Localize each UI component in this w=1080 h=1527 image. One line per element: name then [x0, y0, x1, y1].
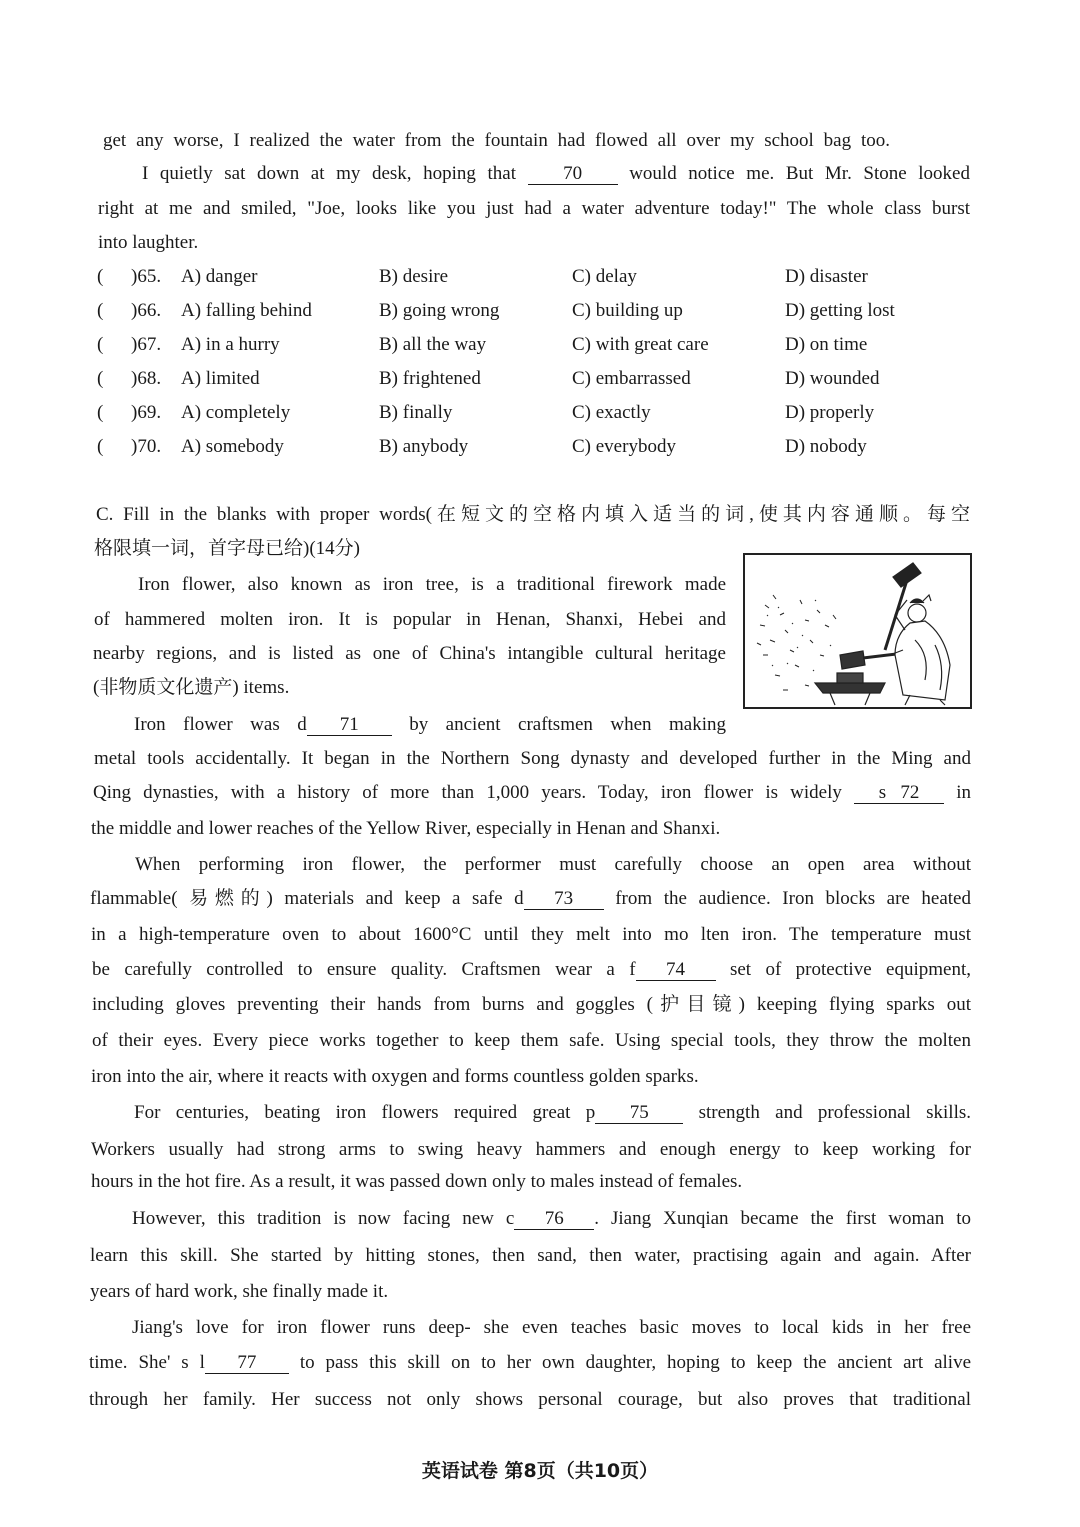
text-line: learn this skill. She started by hitting stones, then sand, then water, practising again and again. After — [90, 1245, 971, 1266]
text-line: get any worse, I realized the water from the fountain had flowed all over my school bag too. — [103, 130, 890, 151]
text-line: metal tools accidentally. It began in the Northern Song dynasty and developed further in the Ming and — [94, 748, 971, 769]
answer-paren[interactable]: ( — [97, 436, 104, 457]
blank-71[interactable]: 71 — [307, 715, 392, 736]
text-line: For centuries, beating iron flowers required great p 75 strength and professional skills. — [134, 1102, 971, 1123]
text-line: Qing dynasties, with a history of more than 1,000 years. Today, iron flower is widely s 72 in — [93, 782, 972, 803]
question-number: )66. — [131, 300, 162, 321]
answer-paren[interactable]: ( — [97, 334, 104, 355]
question-number: )69. — [131, 402, 162, 423]
text-line: through her family. Her success not only shows personal courage, but also proves that traditional — [89, 1389, 971, 1410]
option-a: A) limited — [181, 368, 260, 389]
option-d: D) wounded — [785, 368, 880, 389]
text-line: Iron flower, also known as iron tree, is a traditional firework made — [138, 574, 726, 595]
text-line: of their eyes. Every piece works together to keep them safe. Using special tools, they throw the molten — [92, 1030, 971, 1051]
text-line: hours in the hot fire. As a result, it was passed down only to males instead of females. — [91, 1171, 743, 1192]
blank-76[interactable]: 76 — [514, 1209, 594, 1230]
question-number: )70. — [131, 436, 162, 457]
option-d: D) properly — [785, 402, 875, 423]
text-line: time. She' s l 77 to pass this skill on to her own daughter, hoping to keep the ancient art alive — [89, 1352, 971, 1373]
option-b: B) desire — [379, 266, 449, 287]
option-c: C) delay — [572, 266, 637, 287]
option-c: C) exactly — [572, 402, 651, 423]
page-footer: 英语试卷 第8页（共10页） — [421, 1460, 659, 1482]
option-a: A) danger — [181, 266, 258, 287]
iron-flower-illustration — [743, 553, 972, 709]
option-a: A) falling behind — [181, 300, 312, 321]
text-line: into laughter. — [98, 232, 199, 253]
option-b: B) frightened — [379, 368, 481, 389]
section-c-heading: C. Fill in the blanks with proper words(在短文的空格内填入适当的词,使其内容通顺。每空 — [96, 504, 970, 525]
option-d: D) disaster — [785, 266, 868, 287]
option-d: D) nobody — [785, 436, 867, 457]
text-line: Jiang's love for iron flower runs deep- she even teaches basic moves to local kids in her free — [132, 1317, 971, 1338]
text-line: Workers usually had strong arms to swing heavy hammers and enough energy to keep working for — [91, 1139, 971, 1160]
question-65 — [97, 264, 977, 290]
answer-paren[interactable]: ( — [97, 300, 104, 321]
text-line: of hammered molten iron. It is popular in Henan, Shanxi, Hebei and — [94, 609, 726, 630]
blank-73[interactable]: 73 — [524, 889, 604, 910]
text-line: I quietly sat down at my desk, hoping that 70 would notice me. But Mr. Stone looked — [142, 163, 970, 184]
option-b: B) all the way — [379, 334, 487, 355]
option-a: A) somebody — [181, 436, 284, 457]
answer-paren[interactable]: ( — [97, 266, 104, 287]
option-a: A) completely — [181, 402, 291, 423]
option-d: D) getting lost — [785, 300, 895, 321]
answer-paren[interactable]: ( — [97, 368, 104, 389]
text-line: nearby regions, and is listed as one of China's intangible cultural heritage — [93, 643, 726, 664]
text-line: flammable( 易燃的) materials and keep a safe d 73 from the audience. Iron blocks are heated — [90, 888, 971, 909]
question-number: )65. — [131, 266, 162, 287]
text-line: years of hard work, she finally made it. — [90, 1281, 389, 1302]
question-70 — [97, 434, 977, 460]
question-67 — [97, 332, 977, 358]
option-b: B) anybody — [379, 436, 469, 457]
blank-70[interactable]: 70 — [528, 164, 618, 185]
text-line: right at me and smiled, "Joe, looks like you just had a water adventure today!" The whole class burst — [98, 198, 970, 219]
text-line: in a high-temperature oven to about 1600°C until they melt into mo lten iron. The temperature must — [91, 924, 971, 945]
blank-75[interactable]: 75 — [595, 1103, 683, 1124]
blank-74[interactable]: 74 — [636, 960, 716, 981]
blank-77[interactable]: 77 — [205, 1353, 289, 1374]
text-line: the middle and lower reaches of the Yellow River, especially in Henan and Shanxi. — [91, 818, 721, 839]
question-68 — [97, 366, 977, 392]
option-b: B) going wrong — [379, 300, 500, 321]
option-a: A) in a hurry — [181, 334, 280, 355]
craftsman-hammer-drawing — [745, 555, 970, 707]
question-number: )68. — [131, 368, 162, 389]
text-line: including gloves preventing their hands from burns and goggles (护目镜) keeping flying sparks out — [92, 994, 971, 1015]
section-c-heading-cont: 格限填一词，首字母已给)(14分) — [94, 538, 360, 559]
text-line: (非物质文化遗产) items. — [93, 677, 290, 698]
text-line: be carefully controlled to ensure quality. Craftsmen wear a f 74 set of protective equipment, — [92, 959, 971, 980]
blank-72[interactable]: s 72 — [854, 783, 944, 804]
question-69 — [97, 400, 977, 426]
option-d: D) on time — [785, 334, 868, 355]
option-c: C) everybody — [572, 436, 676, 457]
question-66 — [97, 298, 977, 324]
option-c: C) embarrassed — [572, 368, 691, 389]
option-b: B) finally — [379, 402, 453, 423]
text-line: iron into the air, where it reacts with oxygen and forms countless golden sparks. — [91, 1066, 699, 1087]
option-c: C) with great care — [572, 334, 709, 355]
answer-paren[interactable]: ( — [97, 402, 104, 423]
option-c: C) building up — [572, 300, 683, 321]
text-line: However, this tradition is now facing new c 76 . Jiang Xunqian became the first woman to — [132, 1208, 971, 1229]
text-line: When performing iron flower, the performer must carefully choose an open area without — [135, 854, 971, 875]
question-number: )67. — [131, 334, 162, 355]
text-line: Iron flower was d 71 by ancient craftsmen when making — [134, 714, 727, 735]
